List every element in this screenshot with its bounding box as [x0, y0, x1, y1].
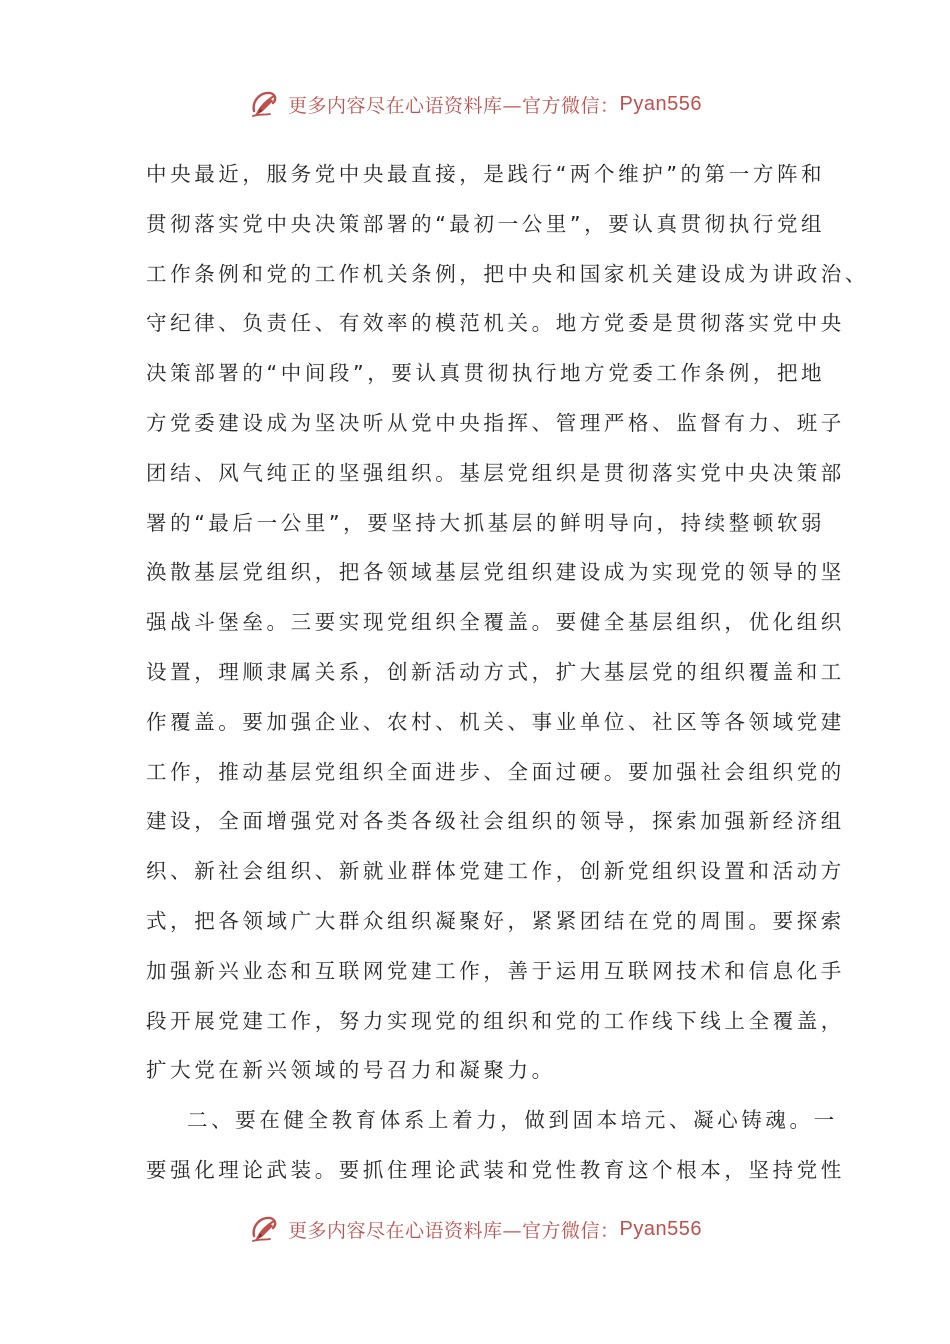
text-line: 决策部署的“中间段”，要认真贯彻执行地方党委工作条例，把地 — [146, 361, 826, 386]
text-line: 中央最近，服务党中央最直接，是践行“两个维护”的第一方阵和 — [146, 162, 826, 186]
body-text — [146, 150, 869, 1196]
footer-banner-text: 更多内容尽在心语资料库—官方微信： — [288, 1219, 620, 1242]
text-line: 式，把各领域广大群众组织凝聚好，紧紧团结在党的周围。要探索 — [146, 908, 845, 933]
footer-banner-handle: Pyan556 — [619, 1217, 702, 1240]
text-line: 织、新社会组织、新就业群体党建工作，创新党组织设置和活动方 — [146, 859, 845, 884]
text-line: 工作条例和党的工作机关条例，把中央和国家机关建设成为讲政治、 — [146, 261, 869, 286]
text-line: 设置，理顺隶属关系，创新活动方式，扩大基层党的组织覆盖和工 — [146, 659, 845, 684]
pen-logo-icon — [248, 1212, 282, 1246]
text-line: 建设，全面增强党对各类各级社会组织的领导，探索加强新经济组 — [146, 809, 845, 834]
text-line: 团结、风气纯正的坚强组织。基层党组织是贯彻落实党中央决策部 — [146, 460, 845, 485]
pen-logo-icon — [248, 87, 282, 121]
footer-banner — [0, 1209, 950, 1249]
text-line: 署的“最后一公里”，要坚持大抓基层的鲜明导向，持续整顿软弱 — [146, 510, 826, 535]
text-line: 段开展党建工作，努力实现党的组织和党的工作线下线上全覆盖， — [146, 1008, 845, 1033]
text-line: 作覆盖。要加强企业、农村、机关、事业单位、社区等各领域党建 — [146, 709, 845, 734]
text-line: 强战斗堡垒。三要实现党组织全覆盖。要健全基层组织，优化组织 — [146, 610, 845, 635]
text-line: 守纪律、负责任、有效率的模范机关。地方党委是贯彻落实党中央 — [146, 311, 845, 336]
text-line: 扩大党在新兴领域的号召力和凝聚力。 — [146, 1058, 556, 1083]
text-line: 涣散基层党组织，把各领域基层党组织建设成为实现党的领导的坚 — [146, 560, 845, 585]
text-line: 工作，推动基层党组织全面进步、全面过硬。要加强社会组织党的 — [146, 759, 845, 784]
paragraph-start-line: 二、要在健全教育体系上着力，做到固本培元、凝心铸魂。一 — [187, 1108, 838, 1133]
text-line: 方党委建设成为坚决听从党中央指挥、管理严格、监督有力、班子 — [146, 410, 845, 435]
header-banner-text: 更多内容尽在心语资料库—官方微信： — [288, 94, 620, 117]
header-banner — [0, 84, 950, 124]
text-line: 加强新兴业态和互联网党建工作，善于运用互联网技术和信息化手 — [146, 958, 845, 983]
text-line: 贯彻落实党中央决策部署的“最初一公里”，要认真贯彻执行党组 — [146, 211, 826, 236]
text-line: 要强化理论武装。要抓住理论武装和党性教育这个根本，坚持党性 — [146, 1157, 845, 1182]
header-banner-handle: Pyan556 — [619, 92, 702, 115]
